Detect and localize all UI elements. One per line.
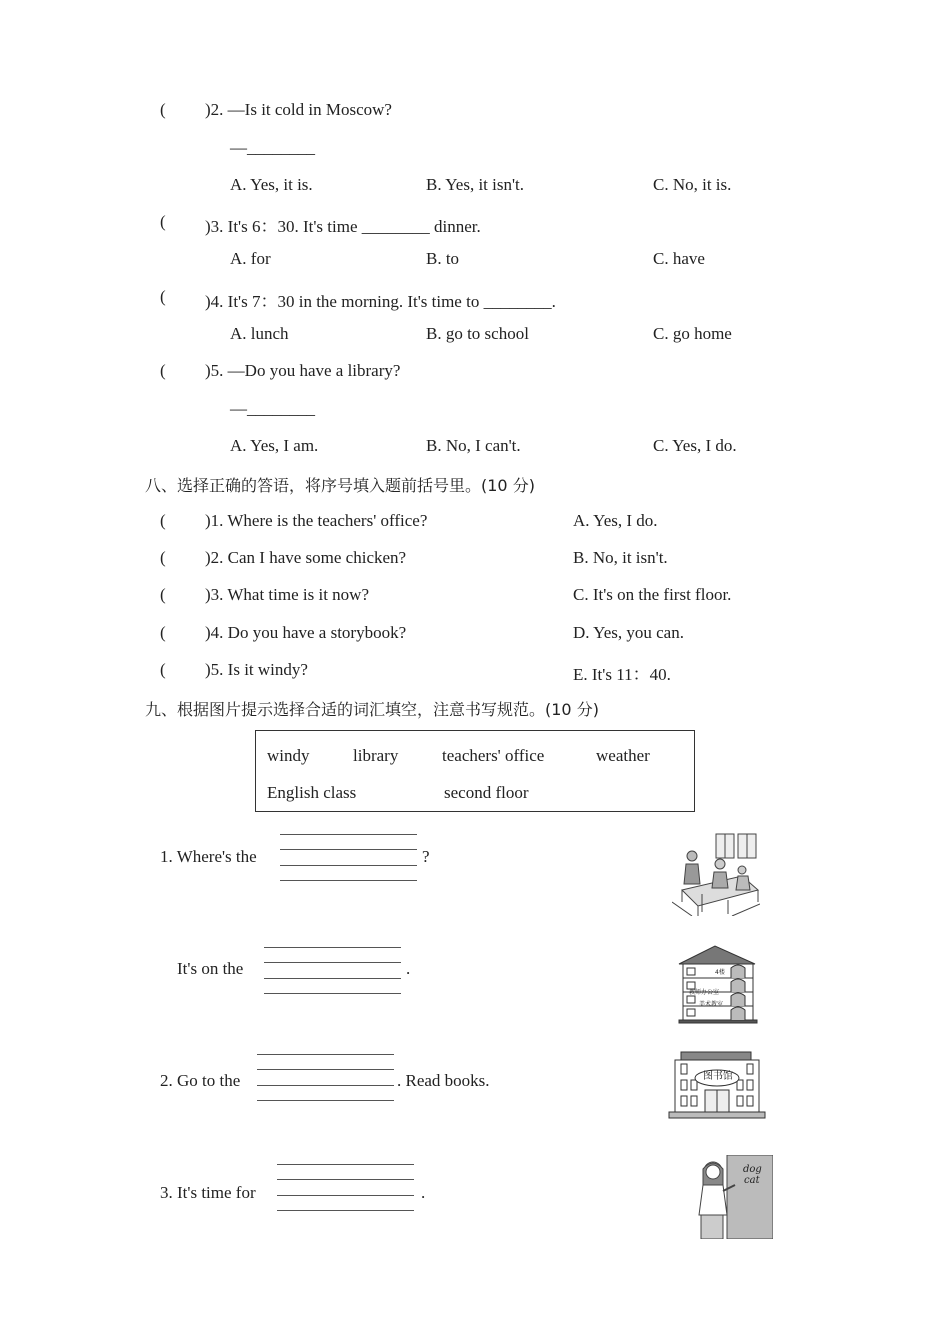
teachers-office-illustration: [672, 832, 760, 916]
fill-in-suffix: . Read books.: [397, 1071, 490, 1090]
word-bank: [255, 730, 695, 812]
answer-paren[interactable]: (: [160, 100, 166, 119]
option-b[interactable]: B. to: [426, 249, 460, 268]
fill-in-suffix: ?: [422, 847, 430, 866]
option-c[interactable]: C. Yes, I do.: [653, 436, 737, 455]
english-class-illustration: [697, 1155, 773, 1239]
answer-paren[interactable]: (: [160, 361, 166, 380]
question-stem: )5. —Do you have a library?: [205, 361, 401, 380]
word-bank-item: teachers' office: [442, 746, 545, 765]
matching-answer: A. Yes, I do.: [573, 511, 658, 530]
answer-paren[interactable]: (: [160, 511, 166, 530]
school-building-illustration: [675, 944, 759, 1024]
question-stem: )4. It's 7：30 in the morning. It's time to ________.: [205, 292, 556, 311]
fill-in-suffix: .: [406, 959, 411, 978]
option-a[interactable]: A. lunch: [230, 324, 289, 343]
four-line-writing-blank[interactable]: [257, 1054, 394, 1102]
word-bank-item: English class: [267, 783, 357, 802]
board-word: cat: [744, 1175, 760, 1186]
answer-blank: —________: [230, 138, 315, 157]
answer-paren[interactable]: (: [160, 623, 166, 642]
option-c[interactable]: C. have: [653, 249, 705, 268]
option-a[interactable]: A. for: [230, 249, 271, 268]
library-sign: 图书馆: [703, 1071, 733, 1082]
fill-in-prompt: 1. Where's the: [160, 847, 257, 866]
option-c[interactable]: C. go home: [653, 324, 732, 343]
answer-paren[interactable]: (: [160, 585, 166, 604]
answer-paren[interactable]: (: [160, 212, 166, 231]
matching-question: )3. What time is it now?: [205, 585, 369, 604]
option-b[interactable]: B. Yes, it isn't.: [426, 175, 525, 194]
board-word: dog: [743, 1164, 762, 1175]
section-8-heading: 八、选择正确的答语，将序号填入题前括号里。(10 分): [145, 476, 535, 495]
section-9-heading: 九、根据图片提示选择合适的词汇填空，注意书写规范。(10 分): [145, 700, 599, 719]
matching-answer: E. It's 11：40.: [573, 665, 671, 684]
four-line-writing-blank[interactable]: [277, 1164, 414, 1212]
floor-label: 4楼: [715, 969, 725, 976]
floor-label: 美术教室: [699, 1001, 724, 1008]
matching-answer: D. Yes, you can.: [573, 623, 684, 642]
answer-blank: —________: [230, 399, 315, 418]
four-line-writing-blank[interactable]: [280, 834, 417, 882]
option-b[interactable]: B. No, I can't.: [426, 436, 521, 455]
matching-question: )1. Where is the teachers' office?: [205, 511, 428, 530]
matching-answer: B. No, it isn't.: [573, 548, 668, 567]
option-c[interactable]: C. No, it is.: [653, 175, 732, 194]
word-bank-item: library: [353, 746, 399, 765]
word-bank-item: weather: [596, 746, 650, 765]
option-b[interactable]: B. go to school: [426, 324, 529, 343]
question-stem: )2. —Is it cold in Moscow?: [205, 100, 392, 119]
matching-answer: C. It's on the first floor.: [573, 585, 732, 604]
fill-in-prompt: 3. It's time for: [160, 1183, 256, 1202]
answer-paren[interactable]: (: [160, 287, 166, 306]
library-illustration: [667, 1050, 767, 1120]
matching-question: )2. Can I have some chicken?: [205, 548, 407, 567]
fill-in-prompt: It's on the: [177, 959, 244, 978]
option-a[interactable]: A. Yes, I am.: [230, 436, 319, 455]
four-line-writing-blank[interactable]: [264, 947, 401, 995]
fill-in-prompt: 2. Go to the: [160, 1071, 241, 1090]
fill-in-suffix: .: [421, 1183, 426, 1202]
word-bank-item: windy: [267, 746, 310, 765]
answer-paren[interactable]: (: [160, 660, 166, 679]
question-stem: )3. It's 6：30. It's time ________ dinner.: [205, 217, 481, 236]
matching-question: )4. Do you have a storybook?: [205, 623, 407, 642]
option-a[interactable]: A. Yes, it is.: [230, 175, 313, 194]
floor-label: 教师办公室: [689, 989, 720, 996]
word-bank-item: second floor: [444, 783, 529, 802]
answer-paren[interactable]: (: [160, 548, 166, 567]
matching-question: )5. Is it windy?: [205, 660, 308, 679]
